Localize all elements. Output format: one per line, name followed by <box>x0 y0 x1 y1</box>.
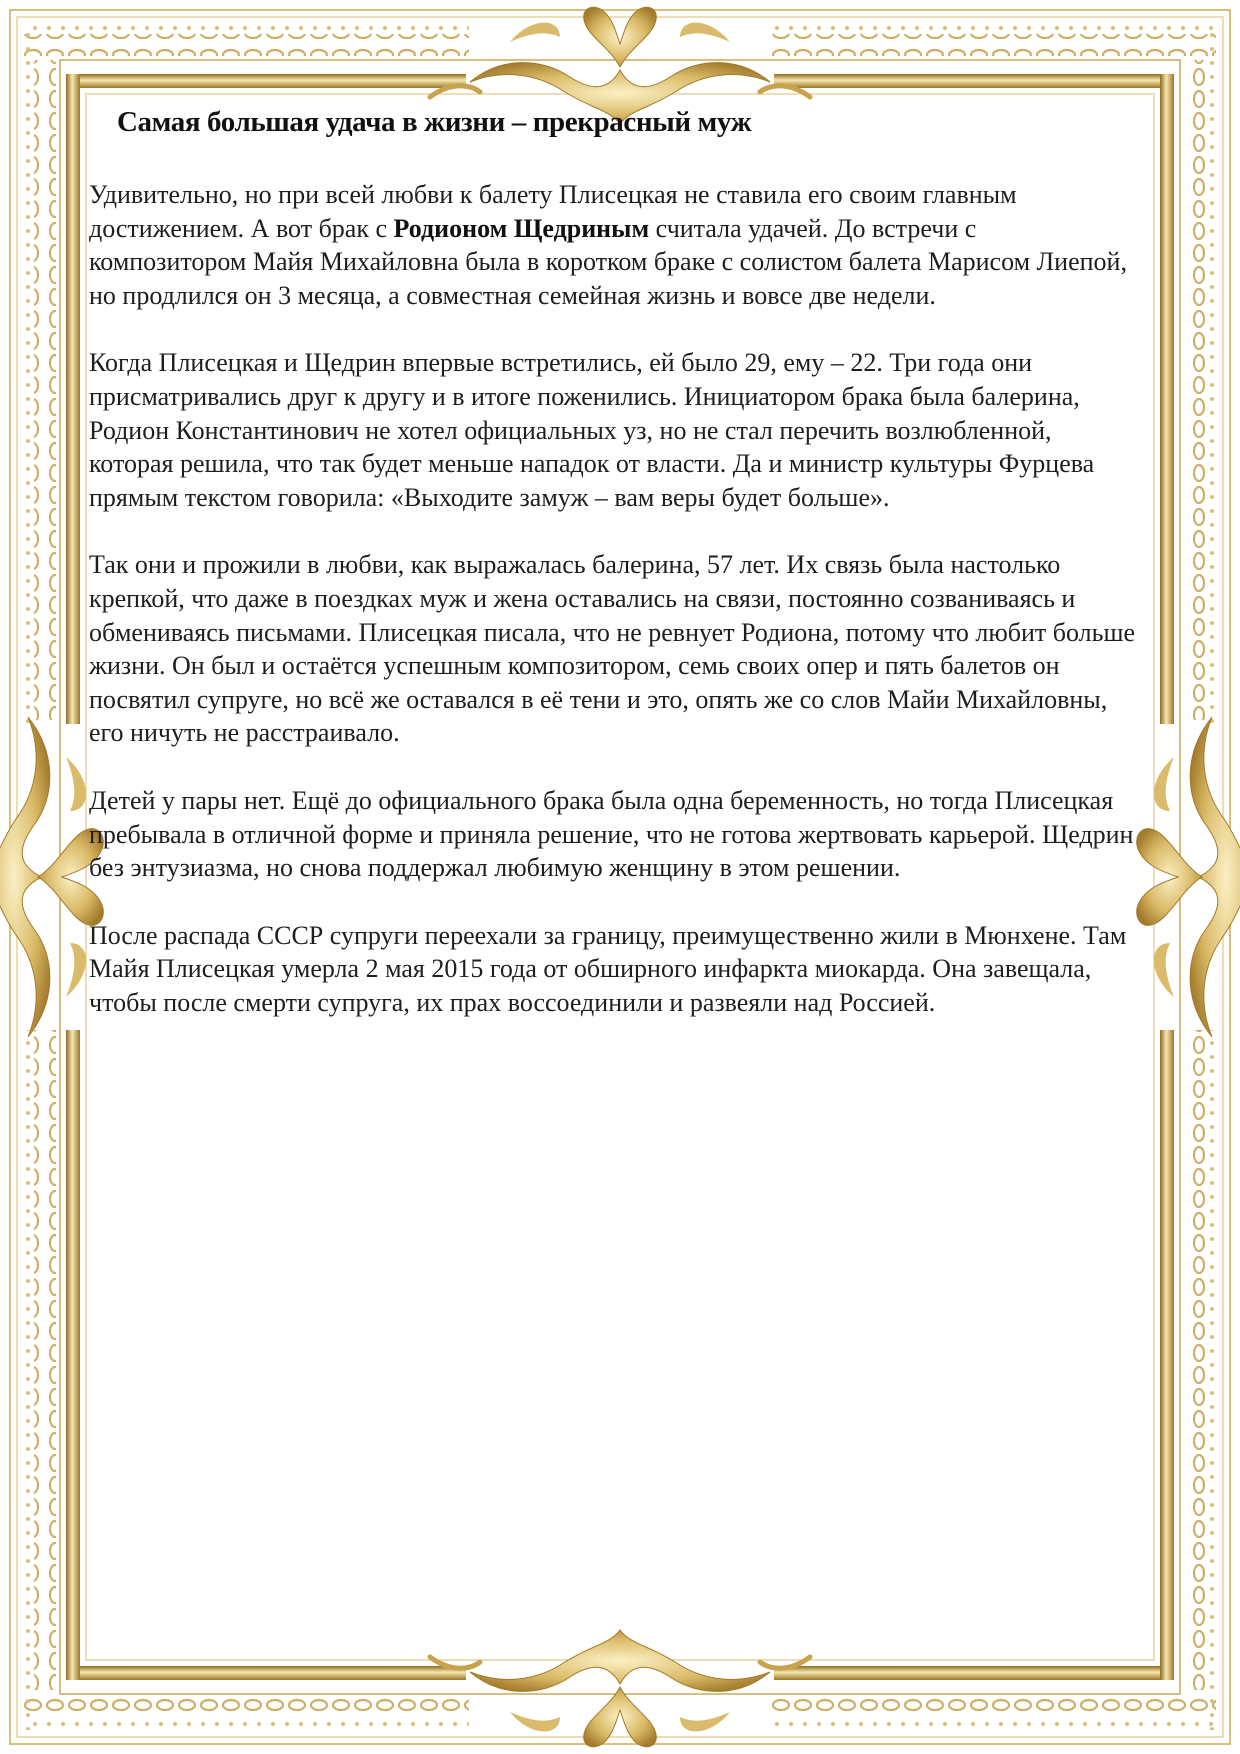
left-ornament-icon <box>0 717 103 1037</box>
paragraph-2: Когда Плисецкая и Щедрин впервые встретились, ей было 29, ему – 22. Три года они присматривались друг к другу и в итоге поженились. Инициатором брака была балерина, Родион Константинович не хотел официальных уз, но не стал перечить возлюбленной, которая решила, что так будет меньше нападок от власти. Да и министр культуры Фурцева прямым текстом говорила: «Выходите замуж – вам веры будет больше». <box>89 348 1095 512</box>
paragraph-1 <box>89 178 1139 312</box>
page-title: Самая большая удача в жизни – прекрасный муж <box>117 106 752 138</box>
paragraph-4: Детей у пары нет. Ещё до официального брака была одна беременность, но тогда Плисецкая пребывала в отличной форме и приняла решение, что не готова жертвовать карьерой. Щедрин без энтузиазма, но снова поддержал любимую женщину в этом решении. <box>89 785 1134 883</box>
paragraph-1-text-b: считала удачей. До встречи с композитором Майя Михайловна была в коротком браке с солистом балета Марисом Лиепой, но продлился он 3 месяца, а совместная семейная жизнь и вовсе две недели. <box>89 213 1127 310</box>
paragraph-1-bold-name: Родионом Щедриным <box>393 213 650 243</box>
paragraph-3: Так они и прожили в любви, как выражалась балерина, 57 лет. Их связь была настолько крепкой, что даже в поездках муж и жена оставались на связи, постоянно созваниваясь и обмениваясь письмами. Плисецкая писала, что не ревнует Родиона, потому что любит больше жизни. Он был и остаётся успешным композитором, семь своих опер и пять балетов он посвятил супруге, но всё же оставался в её тени и это, опять же со слов Майи Михайловны, его ничуть не расстраивало. <box>89 550 1136 748</box>
paragraph-5: После распада СССР супруги переехали за границу, преимущественно жили в Мюнхене. Там Майя Плисецкая умерла 2 мая 2015 года от обширного инфаркта миокарда. Она завещала, чтобы после смерти супруга, их прах воссоединили и развеяли над Россией. <box>89 920 1127 1017</box>
right-ornament-icon <box>1137 717 1240 1037</box>
paragraph-1-text-a: Удивительно, но при всей любви к балету Плисецкая не ставила его своим главным достижением. А вот брак с <box>89 180 1017 243</box>
article <box>89 100 1139 1053</box>
bottom-ornament-icon <box>430 1630 810 1747</box>
